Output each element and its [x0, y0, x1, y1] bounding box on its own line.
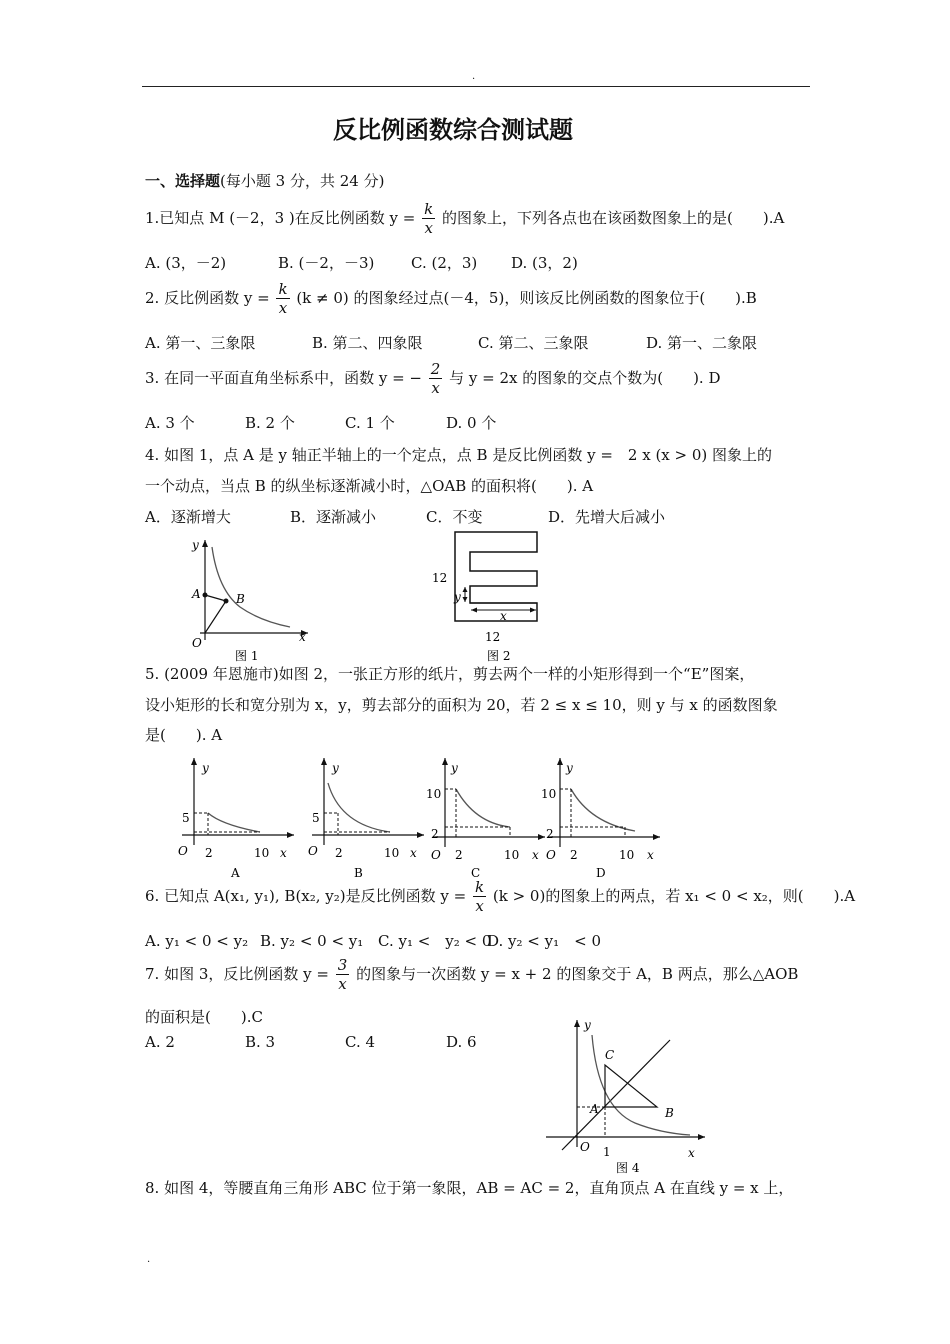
q5-graph-b	[302, 755, 432, 880]
fig1-point-b	[224, 599, 229, 604]
section-heading	[145, 174, 384, 189]
fig1-a-label: A	[192, 587, 201, 601]
q5d-x-label: x	[647, 848, 654, 862]
fig2-y-arrow-top	[463, 587, 468, 592]
q2-post: (k ≠ 0) 的图象经过点(－4，5)，则该反比例函数的图象位于( ).B	[296, 289, 757, 307]
q7-line2: 的面积是( ).C	[145, 1008, 263, 1026]
fig4-y-arrow	[574, 1020, 580, 1027]
q5d-curve	[571, 789, 635, 831]
q5b-y-label: y	[332, 761, 339, 775]
q5d-y-label: y	[566, 761, 573, 775]
q1-frac-num: k	[424, 200, 434, 218]
q6-stem	[145, 880, 855, 914]
q5b-curve	[328, 783, 390, 832]
q3-frac-num: 2	[430, 360, 441, 378]
q7-option-a: A. 2	[145, 1033, 175, 1051]
fig1-b-label: B	[236, 592, 245, 606]
q5c-curve	[456, 789, 510, 827]
q3-post: 与 y = 2x 的图象的交点个数为( ). D	[449, 369, 721, 387]
q5a-y-tick: 5	[182, 811, 190, 825]
q5c-y-arrow	[442, 758, 448, 765]
q5c-x-tick1: 2	[455, 848, 463, 862]
q5c-origin: O	[431, 848, 441, 862]
q5a-origin: O	[178, 844, 188, 858]
header-dot: .	[472, 71, 476, 82]
fig2-y-label: y	[454, 590, 461, 604]
fig4-caption: 图 4	[616, 1161, 640, 1175]
fig2-caption: 图 2	[487, 649, 511, 663]
q5b-y-arrow	[321, 758, 327, 765]
fig2-bottom-label: 12	[485, 630, 501, 644]
fig1-point-a	[203, 593, 208, 598]
q1-option-b: B. (－2，－3)	[278, 254, 375, 272]
header-rule	[142, 86, 810, 87]
q4-option-a: A．逐渐增大	[145, 508, 231, 526]
q7-frac-num: 3	[337, 956, 348, 974]
q5-graph-a	[172, 755, 302, 880]
q6-option-c: C. y₁ < y₂ < 0	[378, 932, 492, 950]
q7-frac-den: x	[338, 975, 347, 993]
fig4-a-label: A	[590, 1102, 599, 1116]
fig1-caption: 图 1	[235, 649, 259, 663]
q6-option-b: B. y₂ < 0 < y₁	[260, 932, 364, 950]
q1-pre: 1.已知点 M (－2，3 )在反比例函数 y =	[145, 209, 416, 227]
q5-line1: 5. (2009 年恩施市)如图 2，一张正方形的纸片，剪去两个一样的小矩形得到一个“E”图案，	[145, 665, 755, 683]
q2-pre: 2. 反比例函数 y =	[145, 289, 270, 307]
q5c-x-label: x	[532, 848, 539, 862]
fig2-x-arrow-right	[530, 608, 536, 613]
q5b-x-arrow	[417, 832, 424, 838]
q7-fraction	[336, 958, 350, 992]
q1-option-c: C. (2，3)	[411, 254, 478, 272]
q2-option-d: D. 第一、二象限	[646, 334, 758, 352]
q5b-option-label: B	[354, 866, 363, 880]
q2-option-b: B. 第二、四象限	[312, 334, 423, 352]
q5d-y-arrow	[557, 758, 563, 765]
fig1-segment-ob	[205, 601, 226, 633]
footer-dot: .	[147, 1254, 151, 1265]
fig4-tick-1: 1	[603, 1145, 611, 1159]
q5-graph-d	[540, 755, 665, 880]
q2-option-c: C. 第二、三象限	[478, 334, 589, 352]
fig1-segment-ab	[205, 595, 226, 601]
q5a-x-label: x	[280, 846, 287, 860]
q5b-x-tick1: 2	[335, 846, 343, 860]
fig4-triangle-abc	[605, 1065, 657, 1107]
q3-frac-den: x	[431, 379, 440, 397]
q5c-y-tick-bottom: 2	[431, 827, 439, 841]
q1-option-a: A. (3，－2)	[145, 254, 227, 272]
q5b-y-tick: 5	[312, 811, 320, 825]
q3-option-b: B. 2 个	[245, 414, 295, 432]
fig4-origin-label: O	[580, 1140, 590, 1154]
q3-pre: 3. 在同一平面直角坐标系中，函数 y = −	[145, 369, 422, 387]
q5a-option-label: A	[231, 866, 240, 880]
q5d-x-arrow	[653, 834, 660, 840]
q3-stem	[145, 362, 721, 396]
fig2-side-label: 12	[432, 571, 448, 585]
fig1-y-arrow	[202, 540, 208, 547]
q3-option-d: D. 0 个	[446, 414, 497, 432]
q5d-x-tick2: 10	[619, 848, 635, 862]
fig4-line-y-eq-x	[562, 1040, 670, 1150]
q5d-option-label: D	[596, 866, 606, 880]
fig4-b-label: B	[665, 1106, 674, 1120]
q6-frac-den: x	[475, 897, 484, 915]
q5c-y-label: y	[451, 761, 458, 775]
q5b-x-tick2: 10	[384, 846, 400, 860]
q5d-x-tick1: 2	[570, 848, 578, 862]
fig1-y-label: y	[192, 538, 199, 552]
q4-option-d: D．先增大后减小	[548, 508, 666, 526]
q5a-y-arrow	[191, 758, 197, 765]
q6-post: (k > 0)的图象上的两点，若 x₁ < 0 < x₂，则( ).A	[492, 887, 856, 905]
fig2-y-arrow-bottom	[463, 597, 468, 602]
section-note: (每小题 3 分，共 24 分)	[220, 172, 385, 190]
q5a-curve	[208, 813, 260, 832]
q3-option-c: C. 1 个	[345, 414, 395, 432]
q5d-y-tick-top: 10	[541, 787, 557, 801]
fig1-curve	[212, 547, 290, 627]
q6-pre: 6. 已知点 A(x₁, y₁), B(x₂, y₂)是反比例函数 y =	[145, 887, 467, 905]
q4-option-b: B．逐渐减小	[290, 508, 377, 526]
section-label: 一、选择题	[145, 172, 221, 190]
q6-option-a: A. y₁ < 0 < y₂	[145, 932, 249, 950]
fig4-x-arrow	[698, 1134, 705, 1140]
q1-option-d: D. (3，2)	[511, 254, 578, 272]
q1-fraction	[422, 202, 435, 236]
q6-fraction	[473, 880, 486, 914]
q7-option-c: C. 4	[345, 1033, 376, 1051]
q3-fraction	[429, 362, 443, 396]
q2-stem	[145, 282, 757, 316]
figure-2	[425, 525, 555, 665]
q4-line1: 4. 如图 1，点 A 是 y 轴正半轴上的一个定点，点 B 是反比例函数 y = 2 x (x > 0) 图象上的	[145, 446, 773, 464]
q7-stem	[145, 958, 798, 992]
q1-stem	[145, 202, 784, 236]
q5a-x-tick1: 2	[205, 846, 213, 860]
q2-frac-den: x	[278, 299, 288, 317]
figure-4	[540, 1015, 715, 1180]
q8-line1: 8. 如图 4，等腰直角三角形 ABC 位于第一象限，AB = AC = 2，直角顶点 A 在直线 y = x 上，	[145, 1179, 794, 1197]
q5-line3: 是( ). A	[145, 726, 223, 744]
q2-fraction	[276, 282, 289, 316]
q6-frac-num: k	[475, 878, 485, 896]
q5a-x-arrow	[287, 832, 294, 838]
q5c-option-label: C	[471, 866, 481, 880]
q3-option-a: A. 3 个	[145, 414, 195, 432]
fig1-x-label: x	[299, 630, 306, 644]
q5-graph-c	[425, 755, 550, 880]
q4-line2: 一个动点，当点 B 的纵坐标逐渐减小时，△OAB 的面积将( ). A	[145, 477, 594, 495]
fig4-x-label: x	[688, 1146, 695, 1160]
q1-frac-den: x	[424, 219, 433, 237]
q5c-y-tick-top: 10	[426, 787, 442, 801]
fig4-c-label: C	[605, 1048, 615, 1062]
fig4-y-label: y	[584, 1018, 591, 1032]
q1-post: 的图象上，下列各点也在该函数图象上的是( ).A	[442, 209, 785, 227]
q5a-y-label: y	[202, 761, 209, 775]
figure-1	[180, 535, 320, 665]
q5b-x-label: x	[410, 846, 417, 860]
q5a-x-tick2: 10	[254, 846, 270, 860]
q5c-x-tick2: 10	[504, 848, 520, 862]
fig2-x-arrow-left	[471, 608, 477, 613]
q5b-origin: O	[308, 844, 318, 858]
page-title: 反比例函数综合测试题	[333, 115, 573, 144]
fig2-e-shape	[455, 532, 537, 621]
q5d-y-tick-bottom: 2	[546, 827, 554, 841]
q5d-origin: O	[546, 848, 556, 862]
q2-frac-num: k	[278, 280, 288, 298]
q7-pre: 7. 如图 3，反比例函数 y =	[145, 965, 329, 983]
q7-option-b: B. 3	[245, 1033, 276, 1051]
q4-option-c: C．不变	[426, 508, 483, 526]
q7-post: 的图象与一次函数 y = x + 2 的图象交于 A，B 两点，那么△AOB	[356, 965, 799, 983]
fig2-x-label: x	[500, 609, 507, 623]
q5-line2: 设小矩形的长和宽分别为 x，y，剪去部分的面积为 20，若 2 ≤ x ≤ 10，则 y 与 x 的函数图象	[145, 696, 778, 714]
q6-option-d: D. y₂ < y₁ < 0	[487, 932, 601, 950]
q7-option-d: D. 6	[446, 1033, 477, 1051]
fig1-origin-label: O	[192, 636, 202, 650]
q2-option-a: A. 第一、三象限	[145, 334, 256, 352]
